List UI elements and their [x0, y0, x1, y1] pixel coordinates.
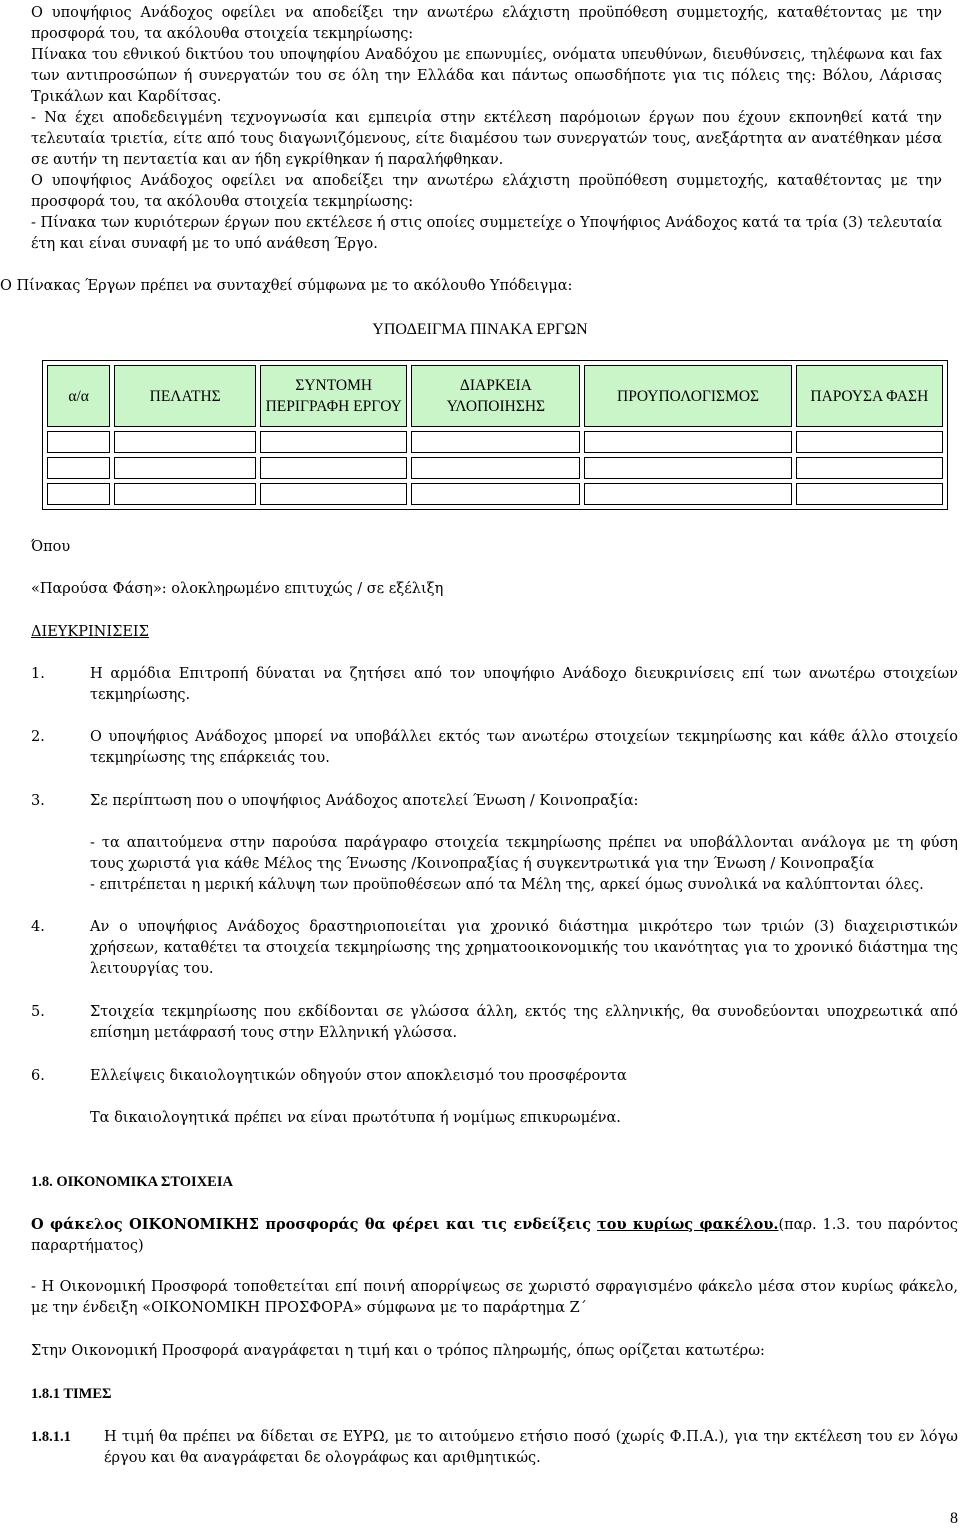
envelope-bold-underlined-text: του κυρίως φακέλου.	[597, 1216, 779, 1233]
table-row	[47, 457, 943, 479]
table-cell[interactable]	[796, 457, 943, 479]
table-header-cell: ΠΡΟΥΠΟΛΟΓΙΣΜΟΣ	[584, 365, 791, 427]
offer-placement-paragraph: - Η Οικονομική Προσφορά τοποθετείται επί ποινή απορρίψεως σε χωριστό σφραγισμένο φάκελο μέσα στον κυρίως φάκελο, με την ένδειξη «ΟΙΚΟΝΟΜΙΚΗ ΠΡΟΣΦΟΡΑ» σύμφωνα με το παράρτημα Ζ΄	[31, 1279, 958, 1316]
table-cell[interactable]	[411, 431, 580, 453]
table-cell[interactable]	[114, 457, 256, 479]
table-cell[interactable]	[114, 483, 256, 505]
table-cell[interactable]	[411, 483, 580, 505]
table-cell[interactable]	[796, 431, 943, 453]
section-heading-1-8-1: 1.8.1 ΤΙΜΕΣ	[31, 1386, 112, 1402]
table-cell[interactable]	[260, 483, 407, 505]
paragraph-proof-requirement-2: Ο υποψήφιος Ανάδοχος οφείλει να αποδείξει την ανωτέρω ελάχιστη προϋπόθεση συμμετοχής, καταθέτοντας με την προσφορά του, τα ακόλουθα στοιχεία τεκμηρίωσης:	[31, 173, 942, 210]
item-text: Η αρμόδια Επιτροπή δύναται να ζητήσει από τον υποψήφιο Ανάδοχο διευκρινίσεις επί των ανωτέρω στοιχείων τεκμηρίωσης.	[90, 666, 958, 703]
current-phase-note: «Παρούσα Φάση»: ολοκληρωμένο επιτυχώς / σε εξέλιξη	[31, 581, 444, 597]
table-cell[interactable]	[584, 457, 791, 479]
paragraph-projects-table: - Πίνακα των κυριότερων έργων που εκτέλεσε ή στις οποίες συμμετείχε ο Υποψήφιος Ανάδοχος κατά τα τρία (3) τελευταία έτη και είναι συναφή με το υπό ανάθεση Έργο.	[31, 215, 942, 252]
item-text: Ο υποψήφιος Ανάδοχος μπορεί να υποβάλλει εκτός των ανωτέρω στοιχείων τεκμηρίωσης και κάθε άλλο στοιχείο τεκμηρίωσης της επάρκειάς του.	[90, 729, 958, 766]
table-cell[interactable]	[411, 457, 580, 479]
item-number: 2.	[31, 729, 45, 745]
item-number: 1.	[31, 666, 45, 682]
clause-number-1-8-1-1: 1.8.1.1	[31, 1429, 71, 1445]
table-cell[interactable]	[47, 483, 110, 505]
works-table	[42, 360, 948, 510]
table-cell[interactable]	[47, 431, 110, 453]
table-cell[interactable]	[47, 457, 110, 479]
where-label: Όπου	[31, 539, 71, 555]
table-cell[interactable]	[114, 431, 256, 453]
offer-content-paragraph: Στην Οικονομική Προσφορά αναγράφεται η τιμή και ο τρόπος πληρωμής, όπως ορίζεται κατωτέρω:	[31, 1343, 765, 1359]
item-sub-text: - επιτρέπεται η μερική κάλυψη των προϋποθέσεων από τα Μέλη της, αρκεί όμως συνολικά να καλύπτονται όλες.	[90, 877, 924, 893]
item-number: 4.	[31, 919, 45, 935]
clause-text-1-8-1-1: Η τιμή θα πρέπει να δίδεται σε ΕΥΡΩ, με το αιτούμενο ετήσιο ποσό (χωρίς Φ.Π.Α.), για την εκτέλεση του εν λόγω έργου και θα αναγράφεται δε ολογράφως και αριθμητικώς.	[104, 1429, 958, 1466]
item-sub-text: - τα απαιτούμενα στην παρούσα παράγραφο στοιχεία τεκμηρίωσης πρέπει να υποβάλλονται ανάλογα με τη φύση τους χωριστά για κάθε Μέλος της Ένωσης /Κοινοπραξίας ή συγκεντρωτικά για την Ένωση / Κοινοπραξία	[90, 835, 958, 872]
item-text: Σε περίπτωση που ο υποψήφιος Ανάδοχος αποτελεί Ένωση / Κοινοπραξία:	[90, 793, 639, 809]
section-heading-1-8: 1.8. ΟΙΚΟΝΟΜΙΚΑ ΣΤΟΙΧΕΙΑ	[31, 1174, 233, 1190]
table-header-cell: ΣΥΝΤΟΜΗ ΠΕΡΙΓΡΑΦΗ ΕΡΓΟΥ	[260, 365, 407, 427]
item-number: 6.	[31, 1068, 45, 1084]
table-row	[47, 431, 943, 453]
table-cell[interactable]	[796, 483, 943, 505]
table-intro: Ο Πίνακας Έργων πρέπει να συνταχθεί σύμφωνα με το ακόλουθο Υπόδειγμα:	[0, 278, 573, 294]
page-number: 8	[950, 1510, 958, 1527]
table-cell[interactable]	[260, 431, 407, 453]
item-text: Αν ο υποψήφιος Ανάδοχος δραστηριοποιείται για χρονικό διάστημα μικρότερο των τριών (3) διαχειριστικών χρήσεων, καταθέτει τα στοιχεία τεκμηρίωσης της χρηματοοικονομικής του ικανότητας για το χρονικό διάστημα της λειτουργίας του.	[90, 919, 958, 977]
item-sub-text: Τα δικαιολογητικά πρέπει να είναι πρωτότυπα ή νομίμως επικυρωμένα.	[90, 1110, 621, 1126]
table-title: ΥΠΟΔΕΙΓΜΑ ΠΙΝΑΚΑ ΕΡΓΩΝ	[372, 321, 588, 338]
paragraph-network-table: Πίνακα του εθνικού δικτύου του υποψηφίου Αναδόχου με επωνυμίες, ονόματα υπευθύνων, διευθύνσεις, τηλέφωνα και fax των αντιπροσώπων ή συνεργατών του σε όλη την Ελλάδα και πάντως οπωσδήποτε για τις πόλεις της: Βόλου, Λάρισας Τρικάλων και Καρδίτσας.	[31, 47, 942, 105]
table-header-cell: ΔΙΑΡΚΕΙΑ ΥΛΟΠΟΙΗΣΗΣ	[411, 365, 580, 427]
item-number: 3.	[31, 793, 45, 809]
table-cell[interactable]	[584, 431, 791, 453]
table-cell[interactable]	[260, 457, 407, 479]
clarifications-title: ΔΙΕΥΚΡΙΝΙΣΕΙΣ	[31, 624, 149, 640]
paragraph-proof-requirement-1: Ο υποψήφιος Ανάδοχος οφείλει να αποδείξει την ανωτέρω ελάχιστη προϋπόθεση συμμετοχής, καταθέτοντας με την προσφορά του, τα ακόλουθα στοιχεία τεκμηρίωσης:	[31, 5, 942, 42]
table-cell[interactable]	[584, 483, 791, 505]
table-header-cell: ΠΑΡΟΥΣΑ ΦΑΣΗ	[796, 365, 943, 427]
envelope-paragraph	[31, 1214, 958, 1257]
item-text: Ελλείψεις δικαιολογητικών οδηγούν στον αποκλεισμό του προσφέροντα	[90, 1068, 627, 1084]
paragraph-experience: - Να έχει αποδεδειγμένη τεχνογνωσία και εμπειρία στην εκτέλεση παρόμοιων έργων που έχουν εκπονηθεί κατά την τελευταία τριετία, είτε από τους διαγωνιζόμενους, είτε διαμέσου των συνεργατών τους, ανεξάρτητα αν ανατέθηκαν μέσα σε αυτήν τη πενταετία και αν ήδη εγκρίθηκαν ή παραλήφθηκαν.	[31, 110, 942, 168]
table-header-row	[47, 365, 943, 427]
item-text: Στοιχεία τεκμηρίωσης που εκδίδονται σε γλώσσα άλλη, εκτός της ελληνικής, θα συνοδεύονται υποχρεωτικά από επίσημη μετάφρασή τους στην Ελληνική γλώσσα.	[90, 1004, 958, 1041]
table-header-cell: ΠΕΛΑΤΗΣ	[114, 365, 256, 427]
item-number: 5.	[31, 1004, 45, 1020]
table-row	[47, 483, 943, 505]
envelope-bold-text: Ο φάκελος ΟΙΚΟΝΟΜΙΚΗΣ προσφοράς θα φέρει και τις ενδείξεις	[31, 1216, 592, 1233]
table-header-cell: α/α	[47, 365, 110, 427]
envelope-rest-text: (παρ. 1.3. του παρόντος παραρτήματος)	[31, 1217, 959, 1254]
